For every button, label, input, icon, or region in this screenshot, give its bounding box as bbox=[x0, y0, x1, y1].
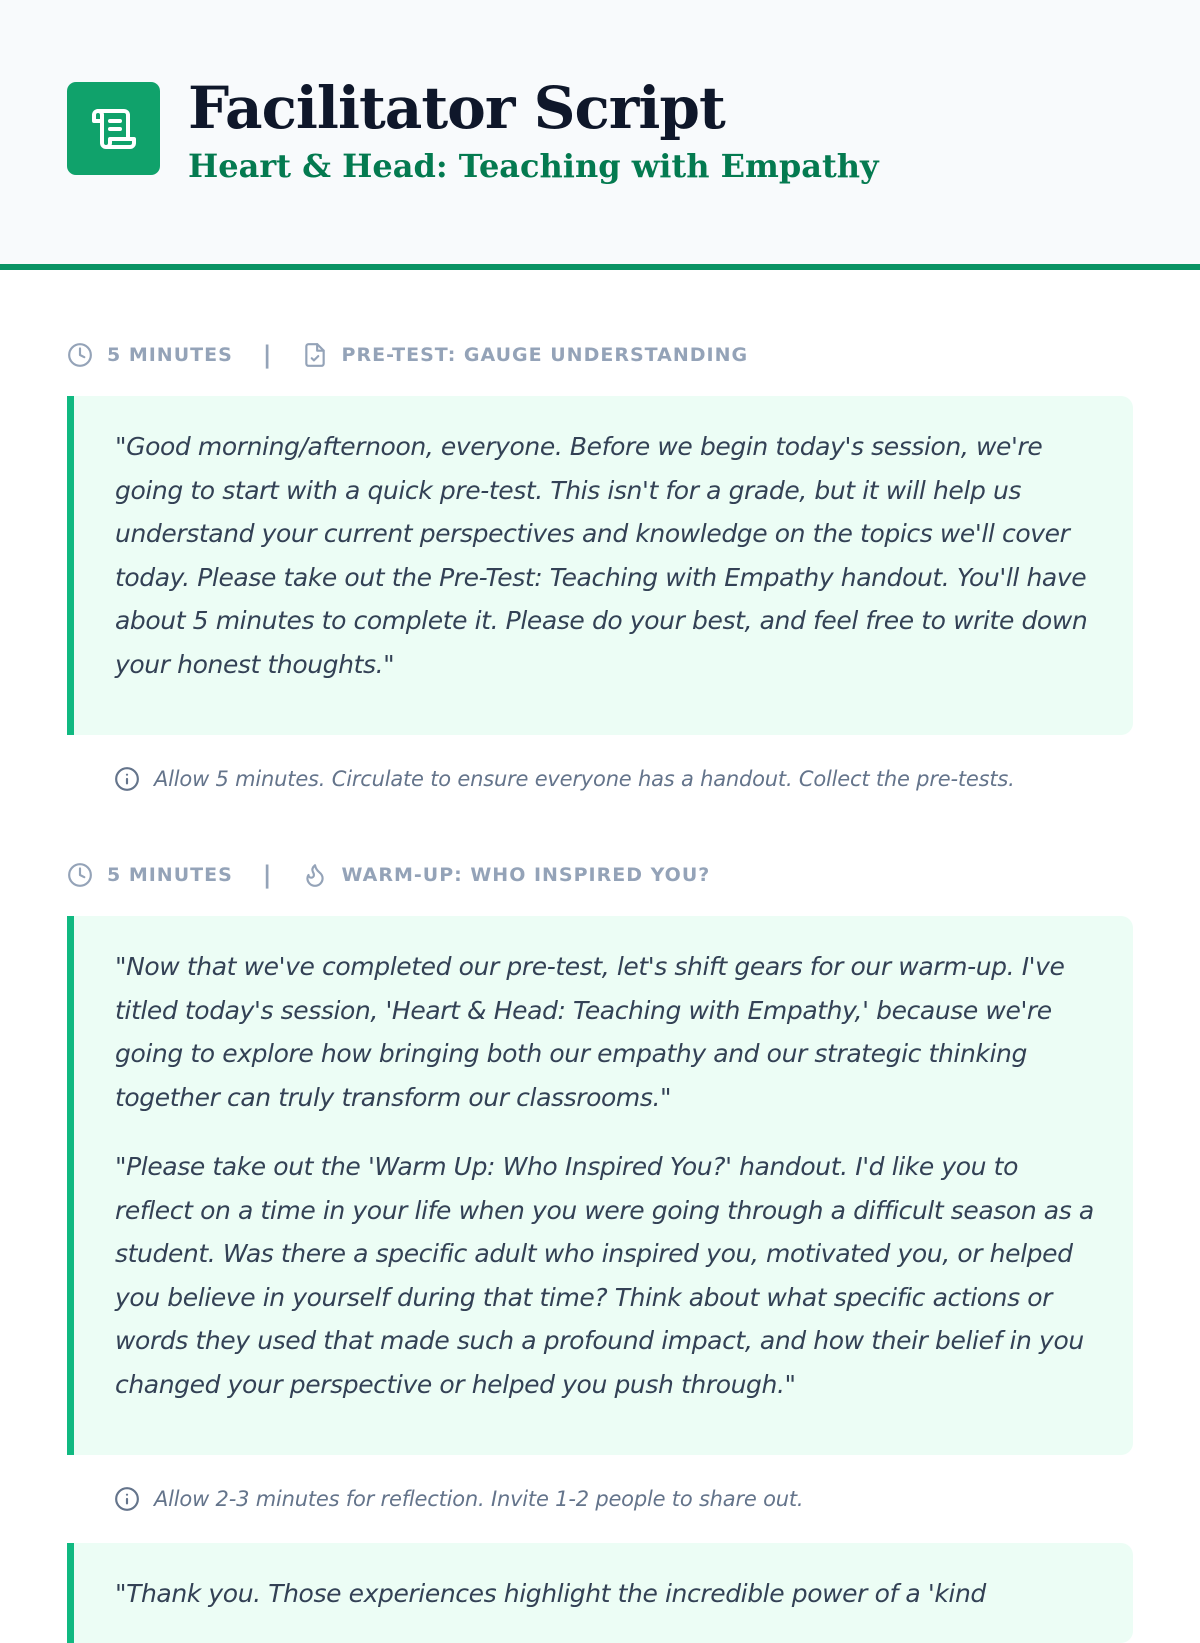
flame-icon bbox=[302, 862, 328, 888]
section-duration: 5 MINUTES bbox=[107, 344, 233, 366]
meta-separator: | bbox=[262, 861, 272, 889]
section-meta-warmup bbox=[67, 859, 710, 891]
page-subtitle: Heart & Head: Teaching with Empathy bbox=[188, 147, 879, 185]
script-paragraph: "Good morning/afternoon, everyone. Before we begin today's session, we're going to start with a quick pre-test. This isn't for a grade, but it will help us understand your current perspectives and knowledge on the topics we'll cover today. Please take out the Pre-Test: Teaching with Empathy handout. You'll have about 5 minutes to complete it. Please do your best, and feel free to write down your honest thoughts." bbox=[115, 432, 1088, 679]
script-paragraph: "Please take out the 'Warm Up: Who Inspired You?' handout. I'd like you to reflect on a time in your life when you were going through a difficult season as a student. Was there a specific adult who inspired you, motivated you, or helped you believe in yourself during that time? Think about what specific actions or words they used that made such a profound impact, and how their belief in you changed your perspective or helped you push through." bbox=[115, 1152, 1094, 1399]
section-label: WARM-UP: WHO INSPIRED YOU? bbox=[341, 864, 711, 886]
note-text: Allow 2-3 minutes for reflection. Invite 1-2 people to share out. bbox=[154, 1487, 804, 1511]
script-paragraph: "Now that we've completed our pre-test, let's shift gears for our warm-up. I've titled today's session, 'Heart & Head: Teaching with Empathy,' because we're going to explore how bringing both our empathy and our strategic thinking together can truly transform our classrooms." bbox=[115, 952, 1065, 1112]
script-paragraph: "Thank you. Those experiences highlight the incredible power of a 'kind bbox=[115, 1579, 986, 1608]
clock-icon bbox=[67, 862, 93, 888]
section-meta-pretest bbox=[67, 339, 748, 371]
facilitator-note-pretest bbox=[114, 763, 1015, 795]
file-check-icon bbox=[302, 342, 328, 368]
page-title: Facilitator Script bbox=[188, 74, 725, 142]
script-box-pretest bbox=[67, 396, 1133, 735]
script-box-warmup bbox=[67, 916, 1133, 1455]
page-header bbox=[0, 0, 1200, 270]
info-icon bbox=[114, 1486, 140, 1512]
clock-icon bbox=[67, 342, 93, 368]
facilitator-note-warmup bbox=[114, 1483, 803, 1515]
note-text: Allow 5 minutes. Circulate to ensure everyone has a handout. Collect the pre-tests. bbox=[154, 767, 1015, 791]
info-icon bbox=[114, 766, 140, 792]
meta-separator: | bbox=[262, 341, 272, 369]
section-duration: 5 MINUTES bbox=[107, 864, 233, 886]
script-box-continued bbox=[67, 1543, 1133, 1643]
logo-tile bbox=[67, 82, 160, 175]
scroll-icon bbox=[90, 105, 138, 153]
section-label: PRE-TEST: GAUGE UNDERSTANDING bbox=[341, 344, 749, 366]
